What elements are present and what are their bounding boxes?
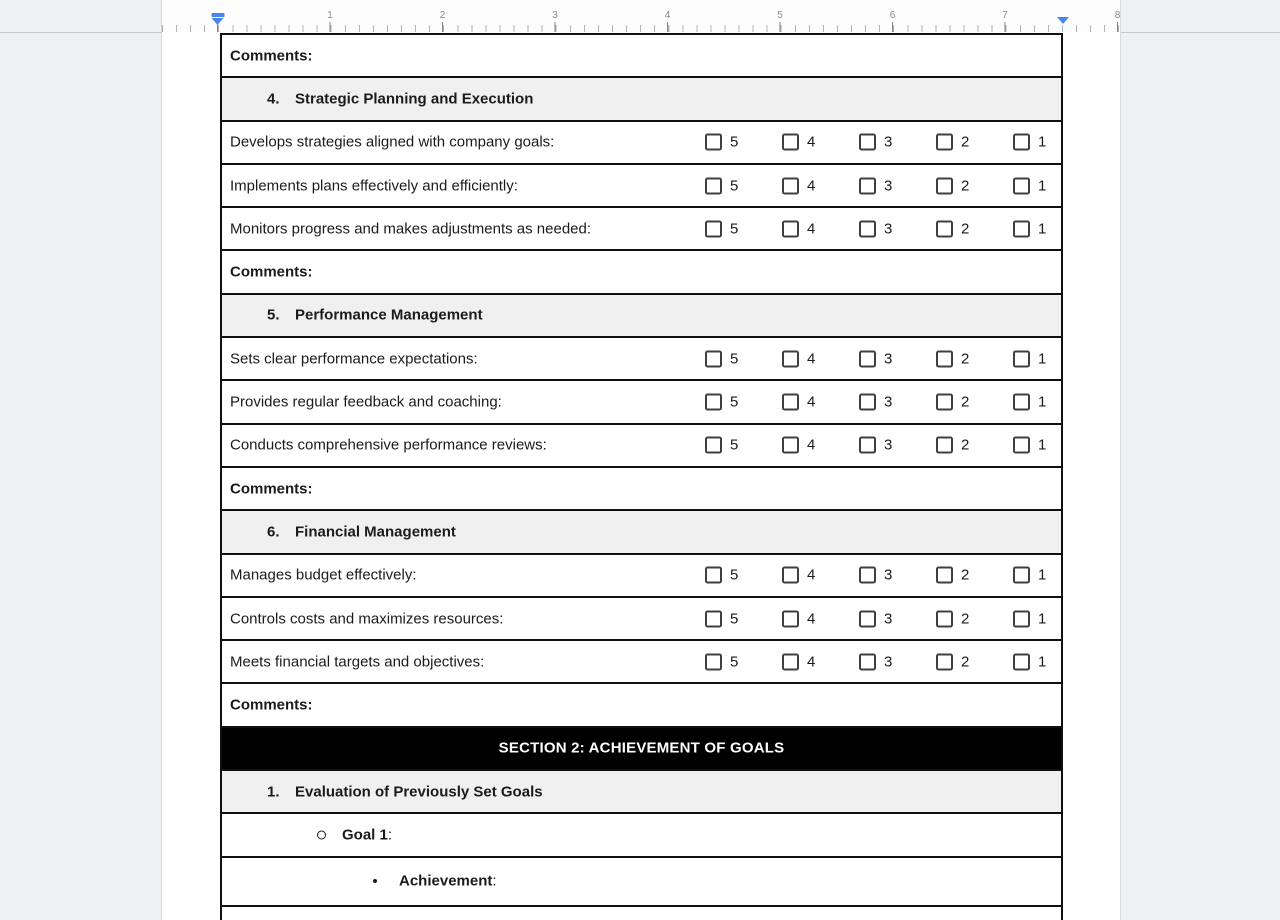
- checkbox-value-label: 3: [884, 653, 893, 671]
- rating-row-strategies[interactable]: [222, 122, 1061, 165]
- checkbox-value-label: 1: [1038, 653, 1047, 671]
- checkbox-value-label: 2: [961, 177, 970, 195]
- rating-checkbox-group: [705, 394, 1046, 411]
- comments-label[interactable]: Comments:: [230, 263, 313, 281]
- checkbox-value-label: 4: [807, 177, 816, 195]
- checkbox-value-label: 5: [730, 566, 739, 584]
- checkbox-value-label: 2: [961, 436, 970, 454]
- checkbox-icon: [782, 350, 799, 367]
- checkbox-icon: [705, 610, 722, 627]
- rating-row-implements[interactable]: [222, 165, 1061, 208]
- checkbox-option-4[interactable]: [782, 567, 815, 584]
- ruler-number: 5: [777, 10, 783, 21]
- checkbox-option-3[interactable]: [859, 610, 892, 627]
- section-title[interactable]: Strategic Planning and Execution: [295, 90, 534, 108]
- rating-row-expectations[interactable]: [222, 338, 1061, 381]
- ruler-number: 2: [439, 10, 446, 21]
- rating-checkbox-group: [705, 220, 1046, 237]
- section-title[interactable]: Financial Management: [295, 523, 456, 541]
- comments-row-3[interactable]: [222, 468, 1061, 511]
- checkbox-icon: [1013, 350, 1030, 367]
- checkbox-icon: [705, 134, 722, 151]
- checkbox-icon: [1013, 394, 1030, 411]
- checkbox-option-3[interactable]: [859, 220, 892, 237]
- checkbox-icon: [705, 394, 722, 411]
- checkbox-option-2[interactable]: [936, 653, 969, 670]
- bullet-item-label: Goal 1: [342, 826, 388, 844]
- checkbox-option-2[interactable]: [936, 134, 969, 151]
- checkbox-value-label: 2: [961, 566, 970, 584]
- goal-1-row-label[interactable]: [342, 826, 392, 843]
- checkbox-option-4[interactable]: [782, 220, 815, 237]
- rating-checkbox-group: [705, 653, 1046, 670]
- ruler-major-ticks: [217, 22, 1119, 32]
- checkbox-icon: [936, 177, 953, 194]
- checkbox-option-1[interactable]: [1013, 437, 1046, 454]
- checkbox-option-5[interactable]: [705, 394, 738, 411]
- section-header-goals-1[interactable]: [222, 771, 1061, 814]
- horizontal-ruler: [0, 0, 1280, 33]
- checkbox-icon: [705, 220, 722, 237]
- checkbox-option-4[interactable]: [782, 350, 815, 367]
- section-number: 6.: [267, 523, 280, 541]
- checkbox-option-3[interactable]: [859, 394, 892, 411]
- rating-item-label[interactable]: Manages budget effectively:: [230, 566, 417, 584]
- checkbox-icon: [1013, 134, 1030, 151]
- checkbox-value-label: 3: [884, 350, 893, 368]
- checkbox-option-5[interactable]: [705, 610, 738, 627]
- checkbox-option-3[interactable]: [859, 437, 892, 454]
- section-2-banner[interactable]: [222, 728, 1061, 771]
- checkbox-icon: [782, 220, 799, 237]
- checkbox-value-label: 3: [884, 133, 893, 151]
- checkbox-icon: [782, 567, 799, 584]
- checkbox-icon: [859, 220, 876, 237]
- section-banner-title[interactable]: SECTION 2: ACHIEVEMENT OF GOALS: [498, 739, 785, 757]
- checkbox-value-label: 5: [730, 610, 739, 627]
- document-page[interactable]: [161, 33, 1121, 920]
- checkbox-icon: [782, 653, 799, 670]
- rating-item-label[interactable]: Conducts comprehensive performance reviews:: [230, 436, 547, 454]
- rating-item-label[interactable]: Monitors progress and makes adjustments as needed:: [230, 220, 592, 238]
- rating-checkbox-group: [705, 437, 1046, 454]
- checkbox-icon: [936, 220, 953, 237]
- checkbox-option-5[interactable]: [705, 177, 738, 194]
- ruler-right-gutter: [1121, 0, 1280, 33]
- rating-row-targets[interactable]: [222, 641, 1061, 684]
- rating-row-costs[interactable]: [222, 598, 1061, 641]
- checkbox-icon: [859, 350, 876, 367]
- checkbox-icon: [859, 653, 876, 670]
- comments-label[interactable]: Comments:: [230, 696, 313, 714]
- checkbox-option-5[interactable]: [705, 220, 738, 237]
- checkbox-icon: [705, 653, 722, 670]
- checkbox-value-label: 5: [730, 436, 739, 454]
- checkbox-value-label: 4: [807, 653, 816, 671]
- rating-row-reviews[interactable]: [222, 425, 1061, 468]
- checkbox-value-label: 4: [807, 610, 816, 627]
- rating-item-label[interactable]: Provides regular feedback and coaching:: [230, 393, 502, 411]
- checkbox-value-label: 1: [1038, 350, 1047, 368]
- checkbox-icon: [936, 437, 953, 454]
- rating-checkbox-group: [705, 567, 1046, 584]
- checkbox-value-label: 3: [884, 393, 893, 411]
- rating-item-label[interactable]: Sets clear performance expectations:: [230, 350, 478, 368]
- rating-item-label[interactable]: Implements plans effectively and efficiently:: [230, 177, 518, 195]
- bullet-item-label: Achievement: [399, 872, 493, 890]
- achievement-row[interactable]: [222, 858, 1061, 907]
- checkbox-icon: [859, 437, 876, 454]
- ruler-number: 8: [1114, 10, 1121, 21]
- checkbox-icon: [859, 567, 876, 584]
- ruler-number: 1: [327, 10, 333, 21]
- checkbox-value-label: 1: [1038, 177, 1047, 195]
- checkbox-value-label: 4: [807, 133, 816, 151]
- checkbox-value-label: 1: [1038, 393, 1047, 411]
- evaluation-form-table: [220, 33, 1063, 920]
- checkbox-icon: [705, 437, 722, 454]
- checkbox-icon: [1013, 567, 1030, 584]
- rating-row-budget[interactable]: [222, 555, 1061, 598]
- comments-label[interactable]: Comments:: [230, 47, 313, 65]
- checkbox-icon: [782, 610, 799, 627]
- checkbox-option-3[interactable]: [859, 177, 892, 194]
- checkbox-value-label: 3: [884, 220, 893, 238]
- checkbox-option-4[interactable]: [782, 610, 815, 627]
- checkbox-value-label: 1: [1038, 436, 1047, 454]
- rating-row-monitors[interactable]: [222, 208, 1061, 251]
- checkbox-option-5[interactable]: [705, 567, 738, 584]
- checkbox-icon: [936, 567, 953, 584]
- checkbox-option-1[interactable]: [1013, 567, 1046, 584]
- checkbox-icon: [705, 350, 722, 367]
- checkbox-value-label: 5: [730, 393, 739, 411]
- rating-item-label[interactable]: Meets financial targets and objectives:: [230, 653, 485, 671]
- checkbox-value-label: 4: [807, 566, 816, 584]
- checkbox-option-1[interactable]: [1013, 350, 1046, 367]
- checkbox-option-5[interactable]: [705, 350, 738, 367]
- checkbox-value-label: 1: [1038, 566, 1047, 584]
- checkbox-icon: [859, 394, 876, 411]
- checkbox-icon: [936, 653, 953, 670]
- checkbox-option-1[interactable]: [1013, 610, 1046, 627]
- checkbox-icon: [859, 177, 876, 194]
- checkbox-value-label: 3: [884, 566, 893, 584]
- bullet-item-suffix: :: [492, 872, 497, 890]
- ruler-left-gutter: [0, 0, 161, 33]
- checkbox-icon: [782, 177, 799, 194]
- checkbox-option-3[interactable]: [859, 653, 892, 670]
- checkbox-option-1[interactable]: [1013, 653, 1046, 670]
- checkbox-option-2[interactable]: [936, 350, 969, 367]
- checkbox-icon: [1013, 653, 1030, 670]
- checkbox-value-label: 2: [961, 350, 970, 368]
- comments-row-2[interactable]: [222, 251, 1061, 294]
- comments-label[interactable]: Comments:: [230, 480, 313, 498]
- checkbox-value-label: 2: [961, 393, 970, 411]
- dot-bullet-icon: [373, 879, 377, 883]
- ruler-number: 3: [552, 10, 558, 21]
- section-header-4[interactable]: [222, 78, 1061, 121]
- checkbox-value-label: 5: [730, 350, 739, 368]
- checkbox-icon: [936, 394, 953, 411]
- section-number: 5.: [267, 306, 280, 324]
- ruler-page-strip: [161, 0, 1121, 33]
- checkbox-option-2[interactable]: [936, 567, 969, 584]
- comments-row-1[interactable]: [222, 35, 1061, 78]
- checkbox-icon: [859, 134, 876, 151]
- checkbox-option-5[interactable]: [705, 437, 738, 454]
- checkbox-option-2[interactable]: [936, 437, 969, 454]
- ruler-number: 4: [664, 10, 671, 21]
- checkbox-icon: [859, 610, 876, 627]
- checkbox-value-label: 1: [1038, 133, 1047, 151]
- circle-bullet-icon: [317, 830, 326, 839]
- checkbox-icon: [1013, 610, 1030, 627]
- checkbox-value-label: 5: [730, 653, 739, 671]
- checkbox-value-label: 5: [730, 220, 739, 238]
- checkbox-value-label: 3: [884, 436, 893, 454]
- checkbox-value-label: 3: [884, 177, 893, 195]
- checkbox-icon: [1013, 220, 1030, 237]
- checkbox-option-3[interactable]: [859, 350, 892, 367]
- checkbox-option-4[interactable]: [782, 134, 815, 151]
- checkbox-value-label: 2: [961, 610, 970, 627]
- checkbox-option-1[interactable]: [1013, 177, 1046, 194]
- checkbox-value-label: 4: [807, 220, 816, 238]
- rating-row-feedback[interactable]: [222, 381, 1061, 424]
- checkbox-icon: [705, 567, 722, 584]
- checkbox-option-2[interactable]: [936, 394, 969, 411]
- checkbox-icon: [705, 177, 722, 194]
- ruler-number: 6: [889, 10, 896, 21]
- checkbox-option-1[interactable]: [1013, 134, 1046, 151]
- checkbox-icon: [782, 394, 799, 411]
- checkbox-icon: [782, 134, 799, 151]
- checkbox-icon: [1013, 177, 1030, 194]
- achievement-row-label[interactable]: [399, 873, 497, 890]
- section-header-5[interactable]: [222, 295, 1061, 338]
- checkbox-option-1[interactable]: [1013, 220, 1046, 237]
- checkbox-value-label: 3: [884, 610, 893, 627]
- checkbox-value-label: 5: [730, 133, 739, 151]
- right-indent-marker[interactable]: [1057, 17, 1069, 24]
- rating-item-label[interactable]: Develops strategies aligned with company goals:: [230, 133, 555, 151]
- checkbox-option-5[interactable]: [705, 653, 738, 670]
- checkbox-value-label: 4: [807, 350, 816, 368]
- checkbox-option-4[interactable]: [782, 177, 815, 194]
- rating-checkbox-group: [705, 177, 1046, 194]
- checkbox-icon: [1013, 437, 1030, 454]
- checkbox-option-5[interactable]: [705, 134, 738, 151]
- checkbox-option-3[interactable]: [859, 134, 892, 151]
- checkbox-icon: [936, 350, 953, 367]
- checkbox-option-1[interactable]: [1013, 394, 1046, 411]
- checkbox-option-3[interactable]: [859, 567, 892, 584]
- checkbox-option-2[interactable]: [936, 610, 969, 627]
- checkbox-option-4[interactable]: [782, 437, 815, 454]
- checkbox-option-4[interactable]: [782, 394, 815, 411]
- checkbox-value-label: 4: [807, 436, 816, 454]
- section-number: 4.: [267, 90, 280, 108]
- left-indent-marker[interactable]: [211, 13, 224, 25]
- bullet-item-suffix: :: [387, 826, 393, 844]
- empty-row[interactable]: [222, 907, 1061, 920]
- rating-checkbox-group: [705, 350, 1046, 367]
- checkbox-icon: [936, 134, 953, 151]
- checkbox-icon: [936, 610, 953, 627]
- right-indent-triangle-icon[interactable]: [1057, 17, 1069, 24]
- checkbox-value-label: 2: [961, 653, 970, 671]
- checkbox-value-label: 4: [807, 393, 816, 411]
- section-header-6[interactable]: [222, 511, 1061, 554]
- checkbox-value-label: 5: [730, 177, 739, 195]
- left-indent-triangle-icon[interactable]: [212, 18, 224, 25]
- comments-row-4[interactable]: [222, 684, 1061, 727]
- checkbox-option-2[interactable]: [936, 177, 969, 194]
- rating-item-label[interactable]: Controls costs and maximizes resources:: [230, 610, 504, 627]
- checkbox-value-label: 2: [961, 133, 970, 151]
- section-title[interactable]: Performance Management: [295, 306, 483, 324]
- checkbox-value-label: 2: [961, 220, 970, 238]
- ruler-number: 7: [1002, 10, 1008, 21]
- checkbox-option-4[interactable]: [782, 653, 815, 670]
- checkbox-option-2[interactable]: [936, 220, 969, 237]
- first-line-indent-bar[interactable]: [211, 13, 224, 17]
- section-title[interactable]: Evaluation of Previously Set Goals: [295, 783, 543, 801]
- checkbox-icon: [782, 437, 799, 454]
- rating-checkbox-group: [705, 134, 1046, 151]
- goal-1-row[interactable]: [222, 814, 1061, 857]
- section-number: 1.: [267, 783, 280, 801]
- checkbox-value-label: 1: [1038, 220, 1047, 238]
- rating-checkbox-group: [705, 610, 1046, 627]
- checkbox-value-label: 1: [1038, 610, 1047, 627]
